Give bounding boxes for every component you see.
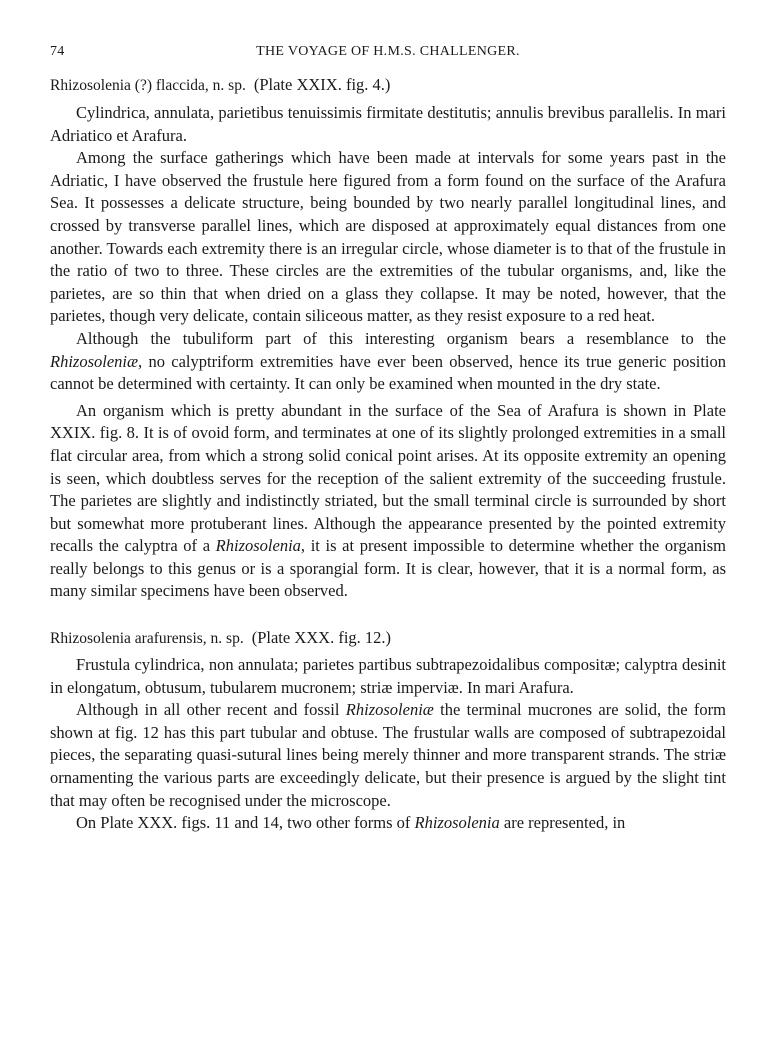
text-run: Although in all other recent and fossil: [76, 700, 346, 720]
plate-reference-arafurensis: (Plate XXX. fig. 12.): [251, 628, 392, 648]
text-run: , it is at present impossible to determine whether the organism really belongs to this genus or is a sporangial form. It is clear, however, that it is a normal form, as many similar specimens have been observed.: [50, 536, 726, 601]
plate-reference-flaccida: (Plate XXIX. fig. 4.): [253, 75, 391, 94]
section-heading-arafurensis: [50, 627, 726, 650]
italic-genus-name: Rhizosoleniæ: [345, 700, 434, 720]
paragraph-arafurensis-description: [50, 699, 726, 812]
paragraph-flaccida-remarks: [50, 328, 726, 396]
paragraph-arafura-organism: [50, 400, 726, 603]
text-run: On Plate XXX. figs. 11 and 14, two other forms of: [76, 813, 415, 833]
paragraph-flaccida-description: Among the surface gatherings which have been made at intervals for some years past in the Adriatic, I have observed the frustule here figured from a form found on the surface of the Arafura Sea. It possesses a delicate structure, being bounded by two nearly parallel longitudinal lines, and crossed by transverse parallel lines, which are disposed at approximately equal distances from one another. Towards each extremity there is an irregular circle, whose diameter is to that of the frustule in the ratio of two to three. These circles are the extremities of the tubular organisms, and, like the parietes, are so thin that when dried on a glass they collapse. It may be noted, however, that the parietes, though very delicate, contain siliceous matter, as they resist exposure to a red heat.: [50, 148, 726, 326]
species-name-flaccida: Rhizosolenia (?) flaccida, n. sp.: [50, 77, 246, 94]
latin-diagnosis-flaccida: Cylindrica, annulata, parietibus tenuissimis firmitate destitutis; annulis brevibus parallelis. In mari Adriatico et Arafura.: [50, 103, 726, 145]
page: [50, 44, 726, 835]
text-run: Although the tubuliform part of this interesting organism bears a resemblance to the: [76, 328, 726, 348]
page-number: 74: [50, 44, 65, 59]
text-run: the terminal mucrones are solid, the form shown at fig. 12 has this part tubular and obtuse. The frustular walls are composed of subtrapezoidal pieces, the separating quasi-sutural lines being merely thinner and more transparent strands. The striæ ornamenting the various parts are exceedingly delicate, but their presence is argued by the slight tint that may often be recognised under the microscope.: [50, 700, 726, 810]
italic-genus-name: Rhizosolenia: [215, 536, 301, 556]
section-heading-flaccida: [50, 74, 726, 97]
running-head: [50, 44, 726, 66]
italic-genus-name: Rhizosolenia: [414, 813, 500, 833]
italic-genus-name: Rhizosoleniæ: [50, 351, 139, 371]
text-run: , no calyptriform extremities have ever been observed, hence its true generic position cannot be determined with certainty. It can only be examined when mounted in the dry state.: [50, 351, 726, 394]
paragraph-other-forms: [50, 812, 726, 835]
species-name-arafurensis: Rhizosolenia arafurensis, n. sp.: [50, 630, 244, 648]
running-title: THE VOYAGE OF H.M.S. CHALLENGER.: [256, 44, 520, 59]
text-run: An organism which is pretty abundant in the surface of the Sea of Arafura is shown in Plate XXIX. fig. 8. It is of ovoid form, and terminates at one of its slightly prolonged extremities in a small flat circular area, from which a strong solid conical point arises. At its opposite extremity an opening is seen, which doubtless serves for the reception of the salient extremity of the succeeding frustule. The parietes are slightly and indistinctly striated, but the small terminal circle is surrounded by short but somewhat more protuberant lines. Although the appearance presented by the pointed extremity recalls the calyptra of a: [50, 400, 726, 556]
text-run: are represented, in: [499, 813, 626, 833]
latin-diagnosis-arafurensis: Frustula cylindrica, non annulata; parietes partibus subtrapezoidalibus compositæ; calyptra desinit in elongatum, obtusum, tubularem mucronem; striæ imperviæ. In mari Arafura.: [50, 655, 726, 697]
